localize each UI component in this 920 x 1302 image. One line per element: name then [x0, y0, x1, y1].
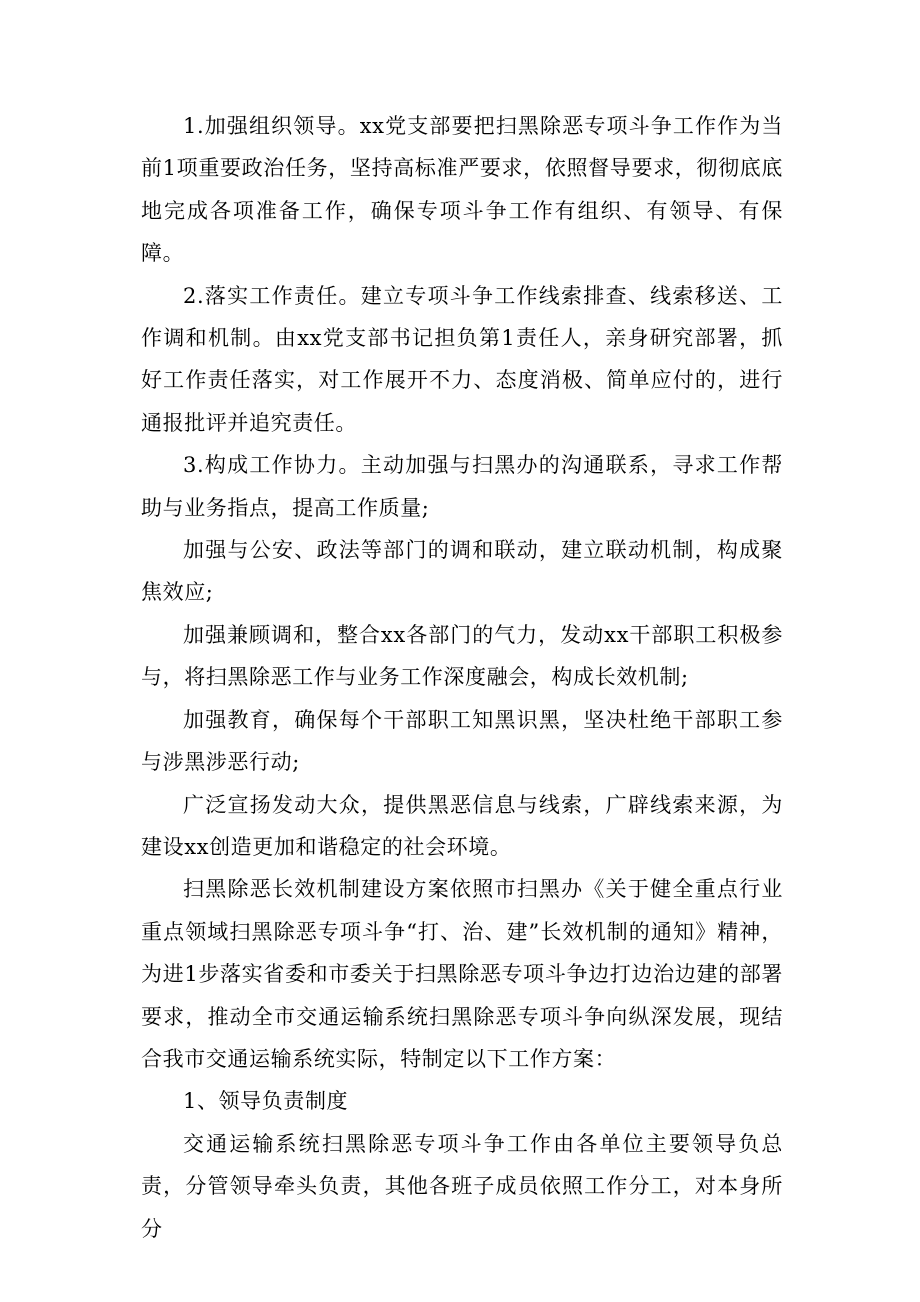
- paragraph-2: 2.落实工作责任。建立专项斗争工作线索排查、线索移送、工作调和机制。由xx党支部书记担负第1责任人，亲身研究部署，抓好工作责任落实，对工作展开不力、态度消极、简单应付的，进行通报批评并追究责任。: [141, 283, 783, 435]
- paragraph-7: 广泛宣扬发动大众，提供黑恶信息与线索，广辟线索来源，为建设xx创造更加和谐稳定的社会环境。: [141, 792, 783, 859]
- paragraph-3: 3.构成工作协力。主动加强与扫黑办的沟通联系，寻求工作帮助与业务指点，提高工作质量;: [141, 453, 783, 520]
- document-body: [141, 105, 783, 1250]
- paragraph-1: 1.加强组织领导。xx党支部要把扫黑除恶专项斗争工作作为当前1项重要政治任务，坚持高标准严要求，依照督导要求，彻彻底底地完成各项准备工作，确保专项斗争工作有组织、有领导、有保障。: [141, 114, 783, 266]
- paragraph-6: 加强教育，确保每个干部职工知黑识黑，坚决杜绝干部职工参与涉黑涉恶行动;: [141, 707, 783, 775]
- paragraph-4: 加强与公安、政法等部门的调和联动，建立联动机制，构成聚焦效应;: [141, 538, 783, 605]
- section-heading: 1、领导负责制度: [183, 1089, 349, 1114]
- paragraph-9: 交通运输系统扫黑除恶专项斗争工作由各单位主要领导负总责，分管领导牵头负责，其他各班子成员依照工作分工，对本身所分: [141, 1131, 783, 1241]
- paragraph-5: 加强兼顾调和，整合xx各部门的气力，发动xx干部职工积极参与，将扫黑除恶工作与业务工作深度融会，构成长效机制;: [141, 622, 783, 690]
- paragraph-8: 扫黑除恶长效机制建设方案依照市扫黑办《关于健全重点行业重点领域扫黑除恶专项斗争“打、治、建”长效机制的通知》精神，为进1步落实省委和市委关于扫黑除恶专项斗争边打边治边建的部署要求，推动全市交通运输系统扫黑除恶专项斗争向纵深发展，现结合我市交通运输系统实际，特制定以下工作方案：: [141, 877, 783, 1071]
